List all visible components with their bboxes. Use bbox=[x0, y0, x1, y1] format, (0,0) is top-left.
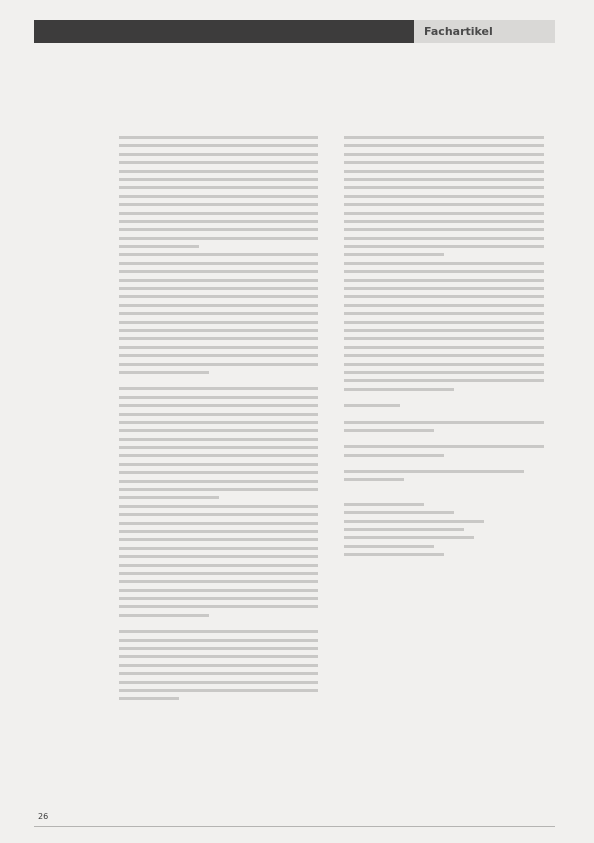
text-line-placeholder bbox=[344, 363, 544, 366]
text-line-placeholder bbox=[119, 195, 318, 198]
text-line-placeholder bbox=[119, 237, 318, 240]
text-line-placeholder bbox=[119, 555, 318, 558]
text-line-placeholder bbox=[119, 321, 318, 324]
text-line-placeholder bbox=[119, 186, 318, 189]
text-line-placeholder bbox=[119, 279, 318, 282]
text-line-placeholder bbox=[119, 170, 318, 173]
text-line-placeholder bbox=[344, 371, 544, 374]
text-line-placeholder bbox=[119, 564, 318, 567]
text-line-placeholder bbox=[119, 262, 318, 265]
text-line-placeholder bbox=[344, 295, 544, 298]
text-line-placeholder bbox=[119, 144, 318, 147]
text-line-placeholder bbox=[344, 153, 544, 156]
paragraph-gap bbox=[344, 462, 544, 470]
text-line-placeholder bbox=[344, 186, 544, 189]
paragraph-gap bbox=[344, 495, 544, 503]
text-line-placeholder bbox=[344, 136, 544, 139]
text-line-placeholder bbox=[119, 396, 318, 399]
paragraph-gap bbox=[119, 622, 318, 630]
text-line-placeholder bbox=[344, 445, 544, 448]
text-line-placeholder bbox=[119, 413, 318, 416]
text-line-placeholder bbox=[119, 203, 318, 206]
text-line-placeholder bbox=[344, 245, 544, 248]
text-line-placeholder bbox=[119, 404, 318, 407]
text-line-placeholder bbox=[119, 387, 318, 390]
text-line-placeholder bbox=[344, 511, 454, 514]
text-line-placeholder bbox=[119, 228, 318, 231]
text-line-placeholder bbox=[119, 471, 318, 474]
text-line-placeholder bbox=[119, 630, 318, 633]
text-line-placeholder bbox=[119, 421, 318, 424]
text-line-placeholder bbox=[119, 597, 318, 600]
text-line-placeholder bbox=[344, 429, 434, 432]
text-line-placeholder bbox=[119, 639, 318, 642]
text-line-placeholder bbox=[344, 553, 444, 556]
text-line-placeholder bbox=[344, 161, 544, 164]
text-line-placeholder bbox=[344, 520, 484, 523]
text-line-placeholder bbox=[119, 270, 318, 273]
text-line-placeholder bbox=[119, 547, 318, 550]
text-line-placeholder bbox=[119, 212, 318, 215]
text-line-placeholder bbox=[119, 454, 318, 457]
text-line-placeholder bbox=[119, 655, 318, 658]
text-line-placeholder bbox=[119, 614, 209, 617]
text-line-placeholder bbox=[344, 321, 544, 324]
text-line-placeholder bbox=[344, 354, 544, 357]
paragraph-gap bbox=[344, 396, 544, 404]
paragraph-gap bbox=[119, 379, 318, 387]
text-line-placeholder bbox=[119, 480, 318, 483]
text-line-placeholder bbox=[344, 312, 544, 315]
text-line-placeholder bbox=[119, 538, 318, 541]
text-line-placeholder bbox=[119, 363, 318, 366]
text-line-placeholder bbox=[119, 329, 318, 332]
text-line-placeholder bbox=[119, 245, 199, 248]
text-line-placeholder bbox=[344, 346, 544, 349]
text-line-placeholder bbox=[344, 178, 544, 181]
text-line-placeholder bbox=[344, 388, 454, 391]
text-line-placeholder bbox=[119, 664, 318, 667]
text-line-placeholder bbox=[119, 697, 179, 700]
text-line-placeholder bbox=[119, 253, 318, 256]
text-line-placeholder bbox=[344, 454, 444, 457]
text-line-placeholder bbox=[119, 354, 318, 357]
paragraph-gap bbox=[344, 487, 544, 495]
page-header bbox=[34, 20, 555, 43]
text-line-placeholder bbox=[344, 228, 544, 231]
text-line-placeholder bbox=[119, 647, 318, 650]
text-line-placeholder bbox=[119, 681, 318, 684]
paragraph-gap bbox=[344, 413, 544, 421]
text-line-placeholder bbox=[119, 689, 318, 692]
body-column-right bbox=[344, 136, 544, 562]
text-line-placeholder bbox=[344, 545, 434, 548]
text-line-placeholder bbox=[119, 429, 318, 432]
footer-rule bbox=[34, 826, 555, 827]
text-line-placeholder bbox=[119, 572, 318, 575]
text-line-placeholder bbox=[119, 178, 318, 181]
paragraph-gap bbox=[344, 437, 544, 445]
text-line-placeholder bbox=[344, 503, 424, 506]
text-line-placeholder bbox=[119, 463, 318, 466]
text-line-placeholder bbox=[119, 136, 318, 139]
section-label: Fachartikel bbox=[424, 25, 493, 38]
text-line-placeholder bbox=[344, 421, 544, 424]
header-title-bar bbox=[34, 20, 414, 43]
text-line-placeholder bbox=[344, 536, 474, 539]
text-line-placeholder bbox=[344, 304, 544, 307]
text-line-placeholder bbox=[344, 329, 544, 332]
text-line-placeholder bbox=[119, 446, 318, 449]
text-line-placeholder bbox=[344, 478, 404, 481]
text-line-placeholder bbox=[344, 144, 544, 147]
text-line-placeholder bbox=[344, 404, 400, 407]
text-line-placeholder bbox=[344, 203, 544, 206]
text-line-placeholder bbox=[344, 220, 544, 223]
text-line-placeholder bbox=[119, 513, 318, 516]
text-line-placeholder bbox=[344, 170, 544, 173]
text-line-placeholder bbox=[119, 295, 318, 298]
text-line-placeholder bbox=[119, 580, 318, 583]
text-line-placeholder bbox=[119, 522, 318, 525]
text-line-placeholder bbox=[119, 153, 318, 156]
text-line-placeholder bbox=[119, 672, 318, 675]
text-line-placeholder bbox=[119, 220, 318, 223]
text-line-placeholder bbox=[119, 530, 318, 533]
text-line-placeholder bbox=[119, 287, 318, 290]
text-line-placeholder bbox=[119, 161, 318, 164]
text-line-placeholder bbox=[344, 470, 524, 473]
text-line-placeholder bbox=[119, 346, 318, 349]
text-line-placeholder bbox=[344, 262, 544, 265]
text-line-placeholder bbox=[344, 279, 544, 282]
text-line-placeholder bbox=[119, 505, 318, 508]
text-line-placeholder bbox=[119, 605, 318, 608]
text-line-placeholder bbox=[344, 253, 444, 256]
text-line-placeholder bbox=[119, 312, 318, 315]
text-line-placeholder bbox=[119, 496, 219, 499]
text-line-placeholder bbox=[344, 287, 544, 290]
text-line-placeholder bbox=[344, 337, 544, 340]
text-line-placeholder bbox=[344, 195, 544, 198]
text-line-placeholder bbox=[344, 237, 544, 240]
body-column-left bbox=[119, 136, 318, 706]
text-line-placeholder bbox=[344, 212, 544, 215]
text-line-placeholder bbox=[344, 270, 544, 273]
page-number: 26 bbox=[38, 812, 49, 821]
text-line-placeholder bbox=[119, 438, 318, 441]
text-line-placeholder bbox=[119, 337, 318, 340]
text-line-placeholder bbox=[119, 371, 209, 374]
text-line-placeholder bbox=[344, 379, 544, 382]
text-line-placeholder bbox=[344, 528, 464, 531]
text-line-placeholder bbox=[119, 304, 318, 307]
text-line-placeholder bbox=[119, 589, 318, 592]
text-line-placeholder bbox=[119, 488, 318, 491]
